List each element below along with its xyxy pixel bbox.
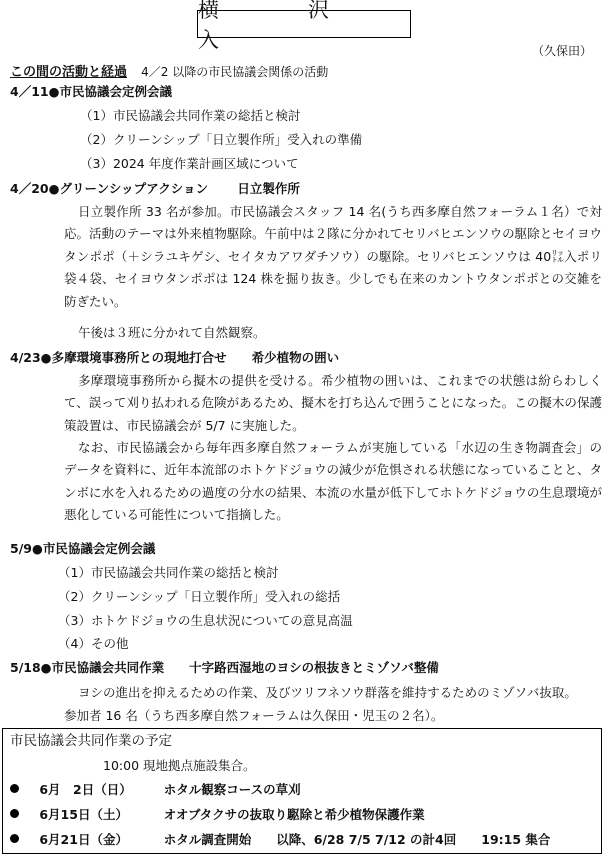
- schedule-note: 10:00 現地拠点施設集合。: [103, 758, 256, 773]
- entry-1-head: 4／11●市民協議会定例会議: [10, 84, 172, 99]
- entry-4-head: 5/9●市民協議会定例会議: [10, 541, 156, 556]
- author: （久保田）: [531, 44, 592, 58]
- schedule-text: オオブタクサの抜取り駆除と希少植物保護作業: [163, 807, 425, 822]
- schedule-item: [10, 830, 550, 849]
- schedule-date: 6月 2日（日）: [39, 782, 132, 797]
- heading-main: この間の活動と経過: [10, 65, 128, 80]
- schedule-item: [10, 780, 301, 799]
- entry-2-body: 日立製作所 33 名が参加。市民協議会スタッフ 14 名(うち西多摩自然フォーラム１名）で対応。活動のテーマは外来植物駆除。午前中は２隊に分かれてセリバヒエンソウの駆除とセイヨウタンポポ（＋シラユキゲシ、セイタカアワダチソウ）の駆除。セリバヒエンソウは 40㍑入ポリ袋４袋、セイヨウタンポポは 124 株を掘り抜き。少しでも在来のカントウタンポポとの交雑を防ぎたい。: [64, 204, 602, 309]
- entry-3-body2: なお、市民協議会から毎年西多摩自然フォーラムが実施している「水辺の生き物調査会」のデータを資料に、近年本流部のホトケドジョウの減少が危惧される状態になっていることと、タンボに水を入れるための過度の分水の結果、本流の水量が低下してホトケドジョウの生息環境が悪化している可能性について指摘した。: [64, 440, 602, 523]
- title-box: [197, 0, 418, 52]
- bullet-icon: [10, 834, 19, 843]
- entry-1-item: （1）市民協議会共同作業の総括と検討: [80, 108, 301, 123]
- entry-4-item: （3）ホトケドジョウの生息状況についての意見高温: [58, 613, 353, 628]
- entry-1-item: （3）2024 年度作業計画区域について: [80, 156, 299, 171]
- entry-5-body2: 参加者 16 名（うち西多摩自然フォーラムは久保田・児玉の２名）。: [64, 708, 444, 723]
- section-heading: [10, 61, 328, 80]
- bullet-icon: [10, 809, 19, 818]
- entry-5-body: ヨシの進出を抑えるための作業、及びツリフネソウ群落を維持するためのミゾソバ抜取。: [78, 685, 577, 700]
- entry-3-body: 多摩環境事務所から擬木の提供を受ける。希少植物の囲いは、これまでの状態は紛らわしくて、誤って刈り払われる危険があるため、擬木を打ち込んで囲うことになった。この擬木の保護策設置は、市民協議会が 5/7 に実施した。: [64, 373, 602, 433]
- schedule-item: [10, 805, 425, 824]
- entry-5-head: 5/18●市民協議会共同作業 十字路西湿地のヨシの根抜きとミゾソバ整備: [10, 660, 439, 675]
- schedule-text: ホタル観察コースの草刈: [163, 782, 301, 797]
- entry-4-item: （1）市民協議会共同作業の総括と検討: [58, 565, 279, 580]
- schedule-date: 6月15日（土）: [39, 807, 128, 822]
- entry-4-item: （2）クリーンシップ「日立製作所」受入れの総括: [58, 589, 341, 604]
- schedule-title: 市民協議会共同作業の予定: [10, 733, 172, 749]
- schedule-text: ホタル調査開始 以降、6/28 7/5 7/12 の計4回 19:15 集合: [163, 832, 551, 847]
- schedule-date: 6月21日（金）: [39, 832, 128, 847]
- entry-3-head: 4/23●多摩環境事務所との現地打合せ 希少植物の囲い: [10, 350, 340, 365]
- entry-2-body2: 午後は３班に分かれて自然観察。: [78, 325, 266, 340]
- entry-2-head: 4／20●グリーンシップアクション 日立製作所: [10, 181, 300, 196]
- bullet-icon: [10, 784, 19, 793]
- entry-1-item: （2）クリーンシップ「日立製作所」受入れの準備: [80, 132, 363, 147]
- heading-sub: 4／2 以降の市民協議会関係の活動: [141, 65, 329, 79]
- entry-4-item: （4）その他: [58, 636, 129, 651]
- page-title: 横 沢 入: [198, 0, 418, 52]
